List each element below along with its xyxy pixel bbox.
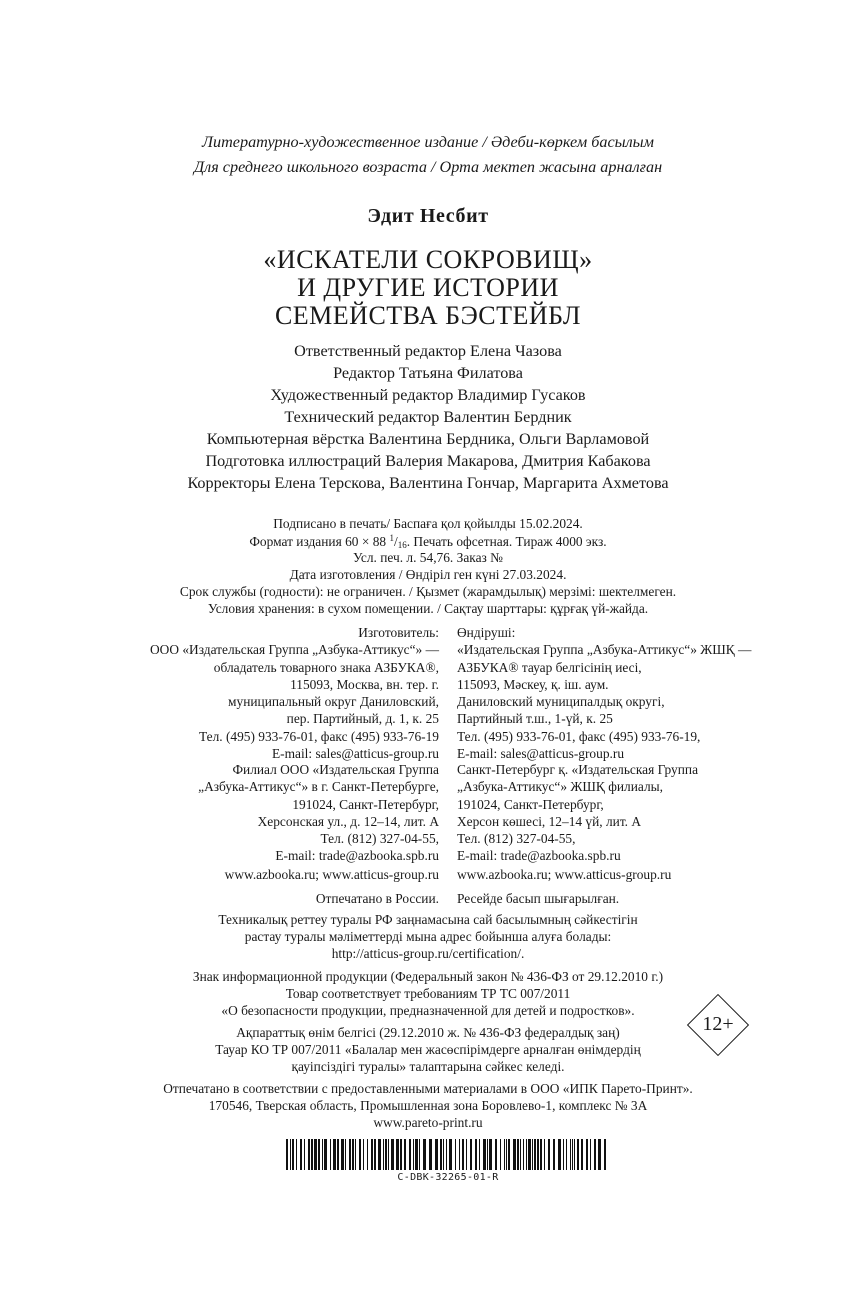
printed-in-ru: Отпечатано в России. [315, 891, 439, 906]
barcode-bar [581, 1139, 583, 1170]
barcode-bar [396, 1139, 399, 1170]
barcode-bar [553, 1139, 555, 1170]
credit-line: Корректоры Елена Терскова, Валентина Гончар, Маргарита Ахметова [187, 474, 669, 492]
barcode-bar [322, 1139, 323, 1170]
barcode-bar [345, 1139, 346, 1170]
barcode-bar [429, 1139, 432, 1170]
barcode-bar [563, 1139, 564, 1170]
barcode-bar [443, 1139, 444, 1170]
barcode-bar [367, 1139, 368, 1170]
printer-line: 170546, Тверская область, Промышленная зона Боровлево-1, комплекс № 3А [208, 1098, 648, 1113]
age-group: Для среднего школьного возраста / Орта мектеп жасына арналған [193, 158, 663, 176]
websites-kz: www.azbooka.ru; www.atticus-group.ru [457, 867, 672, 882]
barcode-bar [318, 1139, 320, 1170]
credit-line: Компьютерная вёрстка Валентина Бердника, Ольги Варламовой [206, 430, 650, 448]
barcode-bar [586, 1139, 588, 1170]
age-rating-badge [686, 993, 750, 1057]
barcode-bar [566, 1139, 567, 1170]
barcode-bar [572, 1139, 573, 1170]
barcode-bar [495, 1139, 497, 1170]
credit-line: Художественный редактор Владимир Гусаков [270, 386, 586, 404]
barcode-bar [363, 1139, 364, 1170]
barcode-bar [489, 1139, 492, 1170]
barcode-bar [300, 1139, 302, 1170]
barcode-bar [330, 1139, 331, 1170]
print-sheets: Усл. печ. л. 54,76. Заказ № [353, 550, 503, 565]
barcode-bar [528, 1139, 531, 1170]
barcode-bar [391, 1139, 394, 1170]
barcode-bar [388, 1139, 389, 1170]
signed-date: Подписано в печать/ Баспаға қол қойылды 15.02.2024. [273, 516, 583, 531]
barcode-bar [570, 1139, 571, 1170]
storage-conditions: Условия хранения: в сухом помещении. / Сақтау шарттары: құрғақ үй-жайда. [207, 601, 649, 616]
websites-ru: www.azbooka.ru; www.atticus-group.ru [224, 867, 439, 882]
manufacture-date: Дата изготовления / Өндіріл ген күні 27.03.2024. [289, 567, 567, 582]
printer-line: www.pareto-print.ru [373, 1115, 483, 1130]
barcode-bar [404, 1139, 406, 1170]
barcode-bar [462, 1139, 464, 1170]
barcode-bar [470, 1139, 472, 1170]
barcode-bar [534, 1139, 536, 1170]
barcode-bar [440, 1139, 442, 1170]
barcode-bar [483, 1139, 486, 1170]
barcode-bar [506, 1139, 507, 1170]
barcode-bar [341, 1139, 344, 1170]
barcode-bar [594, 1139, 596, 1170]
barcode-bar [504, 1139, 505, 1170]
barcode-bar [355, 1139, 356, 1170]
info-sign-kz-line: Тауар КО ТР 007/2011 «Балалар мен жасөспірімдерге арналған өнімдердің [215, 1042, 641, 1057]
barcode-bar [523, 1139, 524, 1170]
barcode-bar [435, 1139, 438, 1170]
barcode-bar [598, 1139, 601, 1170]
barcode-bar [466, 1139, 467, 1170]
barcode-bar [311, 1139, 313, 1170]
barcode-bar [371, 1139, 373, 1170]
barcode-bar [409, 1139, 411, 1170]
barcode-bar [286, 1139, 288, 1170]
barcode-bar [290, 1139, 291, 1170]
book-title-line-1: «ИСКАТЕЛИ СОКРОВИЩ» [263, 245, 593, 274]
barcode-bar [446, 1139, 447, 1170]
edition-type: Литературно-художественное издание / Әдеби-көркем басылым [202, 133, 654, 151]
barcode-bar [526, 1139, 527, 1170]
barcode-bar [400, 1139, 402, 1170]
credit-line: Редактор Татьяна Филатова [333, 364, 523, 382]
edition-format: Формат издания 60 × 88 $^1/_{16}$. Печать офсетная. Тираж 4000 экз. [249, 533, 607, 550]
barcode-bar [415, 1139, 418, 1170]
barcode-bar [520, 1139, 521, 1170]
barcode-bar [337, 1139, 339, 1170]
barcode-bar [359, 1139, 361, 1170]
credit-line: Подготовка иллюстраций Валерия Макарова, Дмитрия Кабакова [205, 452, 651, 470]
barcode-bar [455, 1139, 456, 1170]
barcode-bar [548, 1139, 550, 1170]
barcode-bar [352, 1139, 354, 1170]
barcode-bar [413, 1139, 414, 1170]
author-name: Эдит Несбит [367, 205, 489, 227]
barcode-bar [540, 1139, 542, 1170]
barcode-bar [349, 1139, 351, 1170]
barcode-bar [508, 1139, 510, 1170]
barcode-bar [487, 1139, 488, 1170]
certification-line: растау туралы мәліметтерді мына адрес бойынша алуға болады: [244, 929, 612, 944]
barcode-bar [324, 1139, 327, 1170]
manufacturer-kz: Өндіруші: «Издательская Группа „Азбука-Аттикус“» ЖШҚ — АЗБУКА® тауар белгісінің иесі, 115093, Мәскеу, қ. іш. аум. Даниловский муниципалдық округі, Партийный т.ш., 1-үй, к. 25 Тел. (495) 933-76-01, факс (495) 933-76-19, E-mail: sales@atticus-group.ru [457, 625, 752, 762]
barcode-bar [604, 1139, 606, 1170]
barcode-bar [544, 1139, 545, 1170]
barcode-bar [459, 1139, 460, 1170]
branch-kz: Санкт-Петербург қ. «Издательская Группа „Азбука-Аттикус“» ЖШҚ филиалы, 191024, Санкт-Петербург, Херсон көшесі, 12–14 үй, лит. А Тел. (812) 327-04-55, E-mail: trade@azbooka.spb.ru [457, 762, 699, 864]
service-life: Срок службы (годности): не ограничен. / Қызмет (жарамдылық) мерзімі: шектелмеген. [179, 584, 677, 599]
barcode-text: C-DBK-32265-01-R [397, 1172, 499, 1183]
barcode-bar [296, 1139, 297, 1170]
info-sign-line: «О безопасности продукции, предназначенной для детей и подростков». [221, 1003, 635, 1018]
barcode-bar [419, 1139, 420, 1170]
barcode-bar [374, 1139, 376, 1170]
credit-line: Ответственный редактор Елена Чазова [294, 342, 562, 360]
barcode-image [286, 1139, 610, 1170]
barcode-bar [532, 1139, 533, 1170]
barcode-bar [577, 1139, 579, 1170]
info-sign-line: Знак информационной продукции (Федеральный закон № 436-ФЗ от 29.12.2010 г.) [192, 969, 664, 984]
barcode-bar [333, 1139, 336, 1170]
barcode-bar [590, 1139, 591, 1170]
barcode-bar [558, 1139, 561, 1170]
branch-ru: Филиал ООО «Издательская Группа „Азбука-Аттикус“» в г. Санкт-Петербурге, 191024, Санкт-Петербург, Херсонская ул., д. 12–14, лит. А Тел. (812) 327-04-55, E-mail: trade@azbooka.spb.ru [198, 762, 439, 864]
book-title-line-3: СЕМЕЙСТВА БЭСТЕЙБЛ [274, 301, 582, 330]
barcode-bar [378, 1139, 381, 1170]
barcode-bar [423, 1139, 426, 1170]
info-sign-line: Товар соответствует требованиям ТР ТС 007/2011 [285, 986, 571, 1001]
barcode-bar [537, 1139, 539, 1170]
barcode-bar [449, 1139, 452, 1170]
book-title-line-2: И ДРУГИЕ ИСТОРИИ [297, 273, 559, 302]
barcode-bar [304, 1139, 305, 1170]
certification-line: http://atticus-group.ru/certification/. [331, 946, 525, 961]
printed-in-kz: Ресейде басып шығарылған. [457, 891, 620, 906]
age-rating-text: 12+ [702, 1013, 734, 1035]
info-sign-kz-line: Ақпараттық өнім белгісі (29.12.2010 ж. № 436-ФЗ федералдық заң) [236, 1025, 620, 1040]
barcode-bar [308, 1139, 310, 1170]
barcode-bar [513, 1139, 516, 1170]
barcode-bar [383, 1139, 384, 1170]
barcode-bar [517, 1139, 519, 1170]
manufacturer-ru: Изготовитель: ООО «Издательская Группа „Азбука-Аттикус“» — обладатель товарного знака АЗБУКА®, 115093, Москва, вн. тер. г. муниципальный округ Даниловский, пер. Партийный, д. 1, к. 25 Тел. (495) 933-76-01, факс (495) 933-76-19 E-mail: sales@atticus-group.ru [149, 625, 439, 762]
barcode-bar [574, 1139, 575, 1170]
credit-line: Технический редактор Валентин Бердник [284, 408, 572, 426]
barcode-bar [475, 1139, 477, 1170]
barcode-bar [314, 1139, 317, 1170]
barcode-bar [479, 1139, 480, 1170]
barcode-bar [385, 1139, 387, 1170]
barcode-bar [292, 1139, 294, 1170]
barcode-bar [500, 1139, 501, 1170]
certification-line: Техникалық реттеу туралы РФ заңнамасына сай басылымның сәйкестігін [218, 912, 638, 927]
printer-line: Отпечатано в соответствии с предоставленными материалами в ООО «ИПК Парето-Принт». [163, 1081, 693, 1096]
info-sign-kz-line: қауіпсіздігі туралы» талаптарына сәйкес келеді. [291, 1059, 565, 1074]
